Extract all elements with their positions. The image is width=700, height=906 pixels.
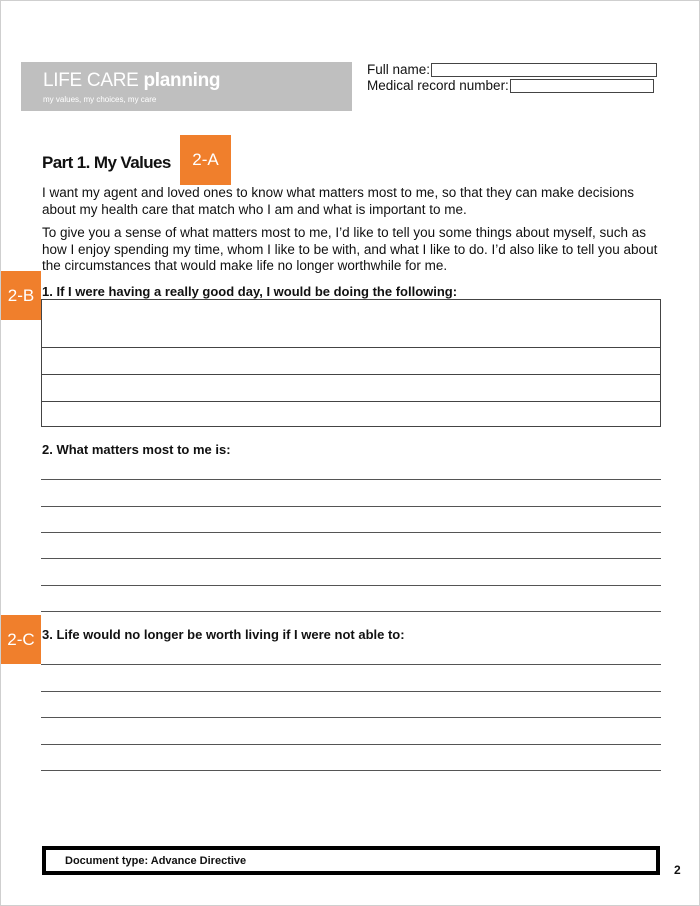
section-tag-2b: 2-B [1,271,41,320]
question-1-answer-box[interactable] [41,299,661,427]
question-3-label: 3. Life would no longer be worth living if I were not able to: [42,627,405,642]
intro-paragraph-1: I want my agent and loved ones to know what matters most to me, so that they can make decisions about my health care that match who I am and what is important to me. [42,185,635,217]
answer-line[interactable] [41,479,661,480]
medical-record-field[interactable] [510,79,654,93]
full-name-label: Full name: [367,62,431,77]
banner-subtitle: my values, my choices, my care [43,95,157,104]
answer-line[interactable] [41,585,661,586]
page-number: 2 [674,863,681,877]
header-banner [21,62,352,111]
answer-line[interactable] [41,691,661,692]
banner-title-light: LIFE CARE [43,70,139,91]
medical-record-row [367,78,654,93]
answer-line[interactable] [41,664,661,665]
intro-paragraph-2: To give you a sense of what matters most to me, I’d like to tell you some things about myself, such as how I enjoy spending my time, whom I like to be with, and what I like to do. I’d also like to tell you about the circumstances that would make life no longer worthwhile for me. [42,225,658,273]
page-title: Part 1. My Values [42,153,171,172]
answer-line[interactable] [41,770,661,771]
answer-line[interactable] [42,347,660,348]
answer-line[interactable] [41,717,661,718]
section-tag-2a: 2-A [180,135,231,185]
answer-line[interactable] [41,611,661,612]
banner-title [43,70,220,92]
answer-line[interactable] [42,374,660,375]
question-2-label: 2. What matters most to me is: [42,442,231,457]
answer-line[interactable] [41,558,661,559]
full-name-row [367,62,657,77]
document-type-label: Document type: Advance Directive [65,855,247,867]
question-1-label: 1. If I were having a really good day, I would be doing the following: [42,284,458,299]
answer-line[interactable] [41,506,661,507]
full-name-field[interactable] [431,63,657,77]
document-type-box [42,846,660,875]
section-tag-2c: 2-C [1,615,41,664]
banner-title-bold: planning [143,70,221,91]
medical-record-label: Medical record number: [367,78,509,93]
answer-line[interactable] [41,532,661,533]
answer-line[interactable] [42,401,660,402]
answer-line[interactable] [41,744,661,745]
